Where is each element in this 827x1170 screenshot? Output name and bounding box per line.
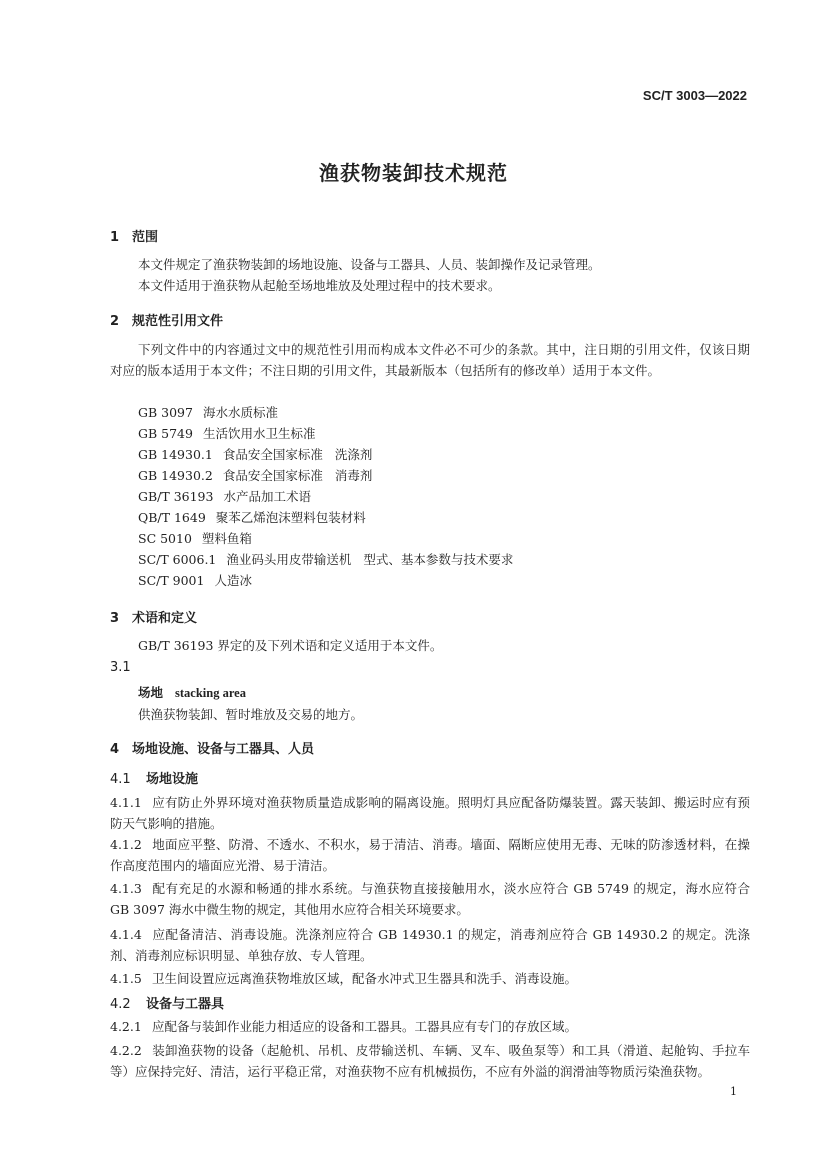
term-3-1-number (110, 660, 146, 675)
term-definition: 供渔获物装卸、暂时堆放及交易的地方。 (138, 707, 364, 722)
reference-title: 海水水质标准 (202, 405, 278, 420)
clause-4-1-4 (110, 924, 750, 966)
reference-code: GB 14930.1 (138, 447, 213, 462)
section-title: 术语和定义 (132, 611, 198, 626)
section-4-heading (110, 738, 314, 757)
reference-title: 食品安全国家标准 (222, 447, 323, 462)
clause-number: 4.1.1 (110, 795, 142, 810)
reference-title: 生活饮用水卫生标准 (202, 426, 316, 441)
clause-number: 4.1.3 (110, 881, 142, 896)
clause-4-1-2 (110, 834, 750, 876)
term-english: stacking area (175, 686, 246, 700)
clause-text: 卫生间设置应远离渔获物堆放区域，配备水冲式卫生器具和洗手、消毒设施。 (152, 971, 578, 986)
clause-text: 装卸渔获物的设备（起舱机、吊机、皮带输送机、车辆、叉车、吸鱼泵等）和工具（滑道、起舱钩、手拉车等）应保持完好、清洁，运行平稳正常，对渔获物不应有机械损伤，不应有外溢的润滑油等物质污染渔获物。 (110, 1043, 750, 1079)
document-title: 渔获物装卸技术规范 (319, 161, 508, 185)
section-title: 规范性引用文件 (132, 314, 224, 329)
reference-subtitle: 洗涤剂 (334, 447, 373, 462)
reference-title: 塑料鱼箱 (201, 531, 252, 546)
clause-number: 3.1 (110, 660, 131, 675)
section-3-heading (110, 607, 197, 626)
clause-4-2-2 (110, 1040, 750, 1082)
reference-item (138, 487, 311, 505)
subsection-number: 4.1 (110, 772, 131, 787)
clause-number: 4.2.1 (110, 1019, 142, 1034)
scope-paragraph-1: 本文件规定了渔获物装卸的场地设施、设备与工器具、人员、装卸操作及记录管理。 (138, 257, 601, 272)
reference-code: SC/T 6006.1 (138, 552, 217, 567)
reference-title: 食品安全国家标准 (222, 468, 323, 483)
clause-number: 4.1.4 (110, 927, 142, 942)
clause-4-1-3 (110, 878, 750, 920)
clause-4-2-1 (110, 1016, 750, 1037)
reference-item (138, 424, 315, 442)
clause-4-1-1 (110, 792, 750, 834)
reference-code: GB 14930.2 (138, 468, 213, 483)
subsection-number: 4.2 (110, 997, 131, 1012)
scope-paragraph-2: 本文件适用于渔获物从起舱至场地堆放及处理过程中的技术要求。 (138, 278, 501, 293)
reference-title: 聚苯乙烯泡沫塑料包装材料 (215, 510, 366, 525)
clause-4-1-5 (110, 968, 750, 989)
subsection-4-1-heading (110, 768, 198, 787)
clause-number: 4.2.2 (110, 1043, 142, 1058)
clause-text: 配有充足的水源和畅通的排水系统。与渔获物直接接触用水，淡水应符合 GB 5749 的规定，海水应符合 GB 3097 海水中微生物的规定，其他用水应符合相关环境要求。 (110, 881, 750, 917)
section-1-heading (110, 226, 158, 245)
section-number: 3 (110, 611, 120, 626)
reference-code: GB/T 36193 (138, 489, 214, 504)
reference-code: QB/T 1649 (138, 510, 206, 525)
subsection-title: 场地设施 (146, 772, 199, 787)
section-title: 场地设施、设备与工器具、人员 (132, 742, 315, 757)
subsection-4-2-heading (110, 993, 224, 1012)
reference-title: 渔业码头用皮带输送机 (226, 552, 352, 567)
subsection-title: 设备与工器具 (146, 997, 225, 1012)
reference-item (138, 403, 278, 421)
term-chinese: 场地 (138, 685, 164, 700)
clause-number: 4.1.5 (110, 971, 142, 986)
reference-code: GB 5749 (138, 426, 193, 441)
page-number: 1 (730, 1085, 737, 1098)
reference-item (138, 445, 372, 463)
reference-title: 人造冰 (214, 573, 252, 588)
reference-subtitle: 型式、基本参数与技术要求 (363, 552, 514, 567)
terms-intro: GB/T 36193 界定的及下列术语和定义适用于本文件。 (138, 638, 443, 653)
term-heading (138, 683, 246, 701)
clause-text: 应有防止外界环境对渔获物质量造成影响的隔离设施。照明灯具应配备防爆装置。露天装卸、搬运时应有预防天气影响的措施。 (110, 795, 750, 831)
clause-text: 地面应平整、防滑、不透水、不积水，易于清洁、消毒。墙面、隔断应使用无毒、无味的防渗透材料，在操作高度范围内的墙面应光滑、易于清洁。 (110, 837, 750, 873)
clause-text: 应配备与装卸作业能力相适应的设备和工器具。工器具应有专门的存放区域。 (152, 1019, 578, 1034)
clause-text: 应配备清洁、消毒设施。洗涤剂应符合 GB 14930.1 的规定，消毒剂应符合 GB 14930.2 的规定。洗涤剂、消毒剂应标识明显、单独存放、专人管理。 (110, 927, 750, 963)
reference-code: GB 3097 (138, 405, 193, 420)
section-number: 2 (110, 314, 120, 329)
clause-number: 4.1.2 (110, 837, 142, 852)
references-intro: 下列文件中的内容通过文中的规范性引用而构成本文件必不可少的条款。其中，注日期的引用文件，仅该日期对应的版本适用于本文件；不注日期的引用文件，其最新版本（包括所有的修改单）适用于本文件。 (110, 342, 750, 378)
reference-title: 水产品加工术语 (223, 489, 311, 504)
reference-code: SC 5010 (138, 531, 192, 546)
section-2-heading (110, 310, 223, 329)
reference-code: SC/T 9001 (138, 573, 205, 588)
reference-item (138, 508, 366, 526)
reference-subtitle: 消毒剂 (334, 468, 373, 483)
reference-item (138, 550, 513, 568)
reference-item (138, 529, 252, 547)
section-number: 4 (110, 742, 120, 757)
standard-number: SC/T 3003—2022 (642, 88, 747, 103)
reference-item (138, 466, 372, 484)
section-number: 1 (110, 230, 120, 245)
reference-item (138, 571, 252, 589)
section-title: 范围 (132, 230, 159, 245)
